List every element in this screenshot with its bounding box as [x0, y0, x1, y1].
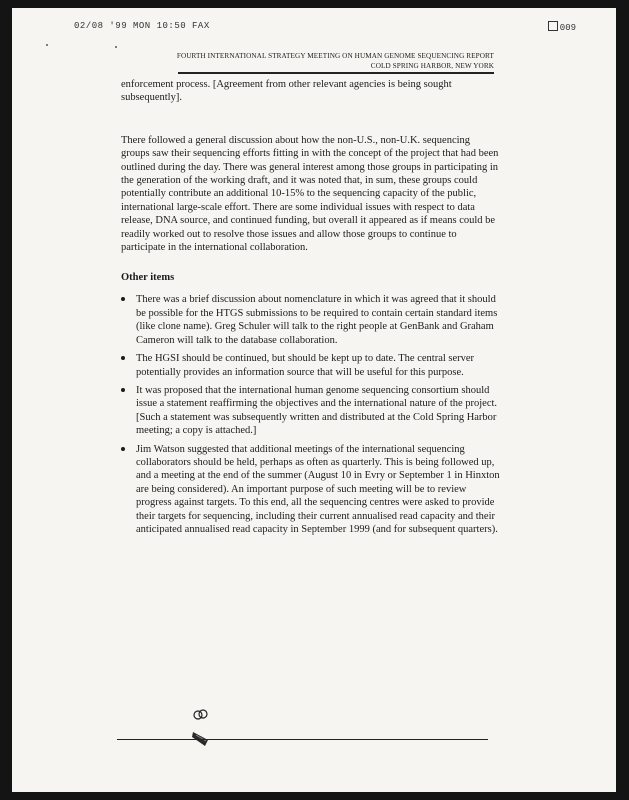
- bullet-icon: [121, 388, 125, 392]
- report-header: [177, 51, 494, 71]
- fax-header: 02/08 '99 MON 10:50 FAX: [74, 21, 210, 31]
- fax-page-icon: [548, 21, 558, 31]
- list-item: [121, 443, 501, 537]
- list-item-text: Jim Watson suggested that additional meetings of the international sequencing collaborators should be held, perhaps as often as quarterly. This is being followed up, and a meeting at the end of the summer (August 10 in Evry or September 1 in Hinxton are being considered). An important purpose of such meeting will be to review progress against targets. To this end, all the sequencing centres were asked to provide their targets for sequencing, including their current annualised read capacity and their anticipated annualised read capacity in September 1999 (and for subsequent quarters).: [136, 443, 500, 535]
- section-heading: Other items: [121, 272, 175, 284]
- paragraph-continuation: enforcement process. [Agreement from other relevant agencies is being sought subsequently].: [121, 79, 452, 104]
- bullet-icon: [121, 297, 125, 301]
- binder-clip-ring-icon: [193, 708, 209, 722]
- report-location: COLD SPRING HARBOR, NEW YORK: [370, 62, 494, 70]
- bullet-icon: [121, 356, 125, 360]
- fax-page-number-text: 009: [559, 23, 576, 33]
- scan-speck: [46, 44, 48, 46]
- list-item: [121, 293, 501, 347]
- header-rule: [178, 72, 494, 74]
- document-body: [121, 78, 501, 541]
- list-item-text: There was a brief discussion about nomenclature in which it was agreed that it should be possible for the HTGS submissions to be required to contain certain standard items (like clone name). Greg Schuler will talk to the right people at GenBank and Graham Cameron will talk to the database collaboration.: [136, 294, 498, 346]
- scan-speck: [115, 46, 117, 48]
- other-items-list: [121, 293, 501, 536]
- bullet-icon: [121, 447, 125, 451]
- paragraph-discussion: There followed a general discussion about how the non-U.S., non-U.K. sequencing groups saw their sequencing efforts fitting in with the concept of the project that had been outlined during the day. There was general interest among those groups in participating in the generation of the working draft, and it was noted that, in sum, these groups could potentially contribute an additional 10-15% to the sequencing capacity of the public, international large-scale effort. There are some individual issues with respect to data release, DNA source, and continued funding, but overall it appeared as if means could be readily worked out to resolve those issues and allow those groups to continue to participate in the international collaboration.: [121, 134, 499, 254]
- document-page: [12, 8, 616, 792]
- footer-rule: [117, 739, 488, 740]
- list-item: [121, 384, 501, 438]
- list-item-text: It was proposed that the international human genome sequencing consortium should issue a statement reaffirming the objectives and the international nature of the project. [Such a statement was subsequently written and distributed at the Cold Spring Harbor meeting; a copy is attached.]: [136, 384, 498, 437]
- fax-page-number: [548, 21, 576, 33]
- list-item-text: The HGSI should be continued, but should be kept up to date. The central server potentially provides an information source that will be useful for this purpose.: [136, 353, 475, 378]
- report-title: FOURTH INTERNATIONAL STRATEGY MEETING ON HUMAN GENOME SEQUENCING REPORT: [176, 52, 494, 60]
- list-item: [121, 352, 501, 379]
